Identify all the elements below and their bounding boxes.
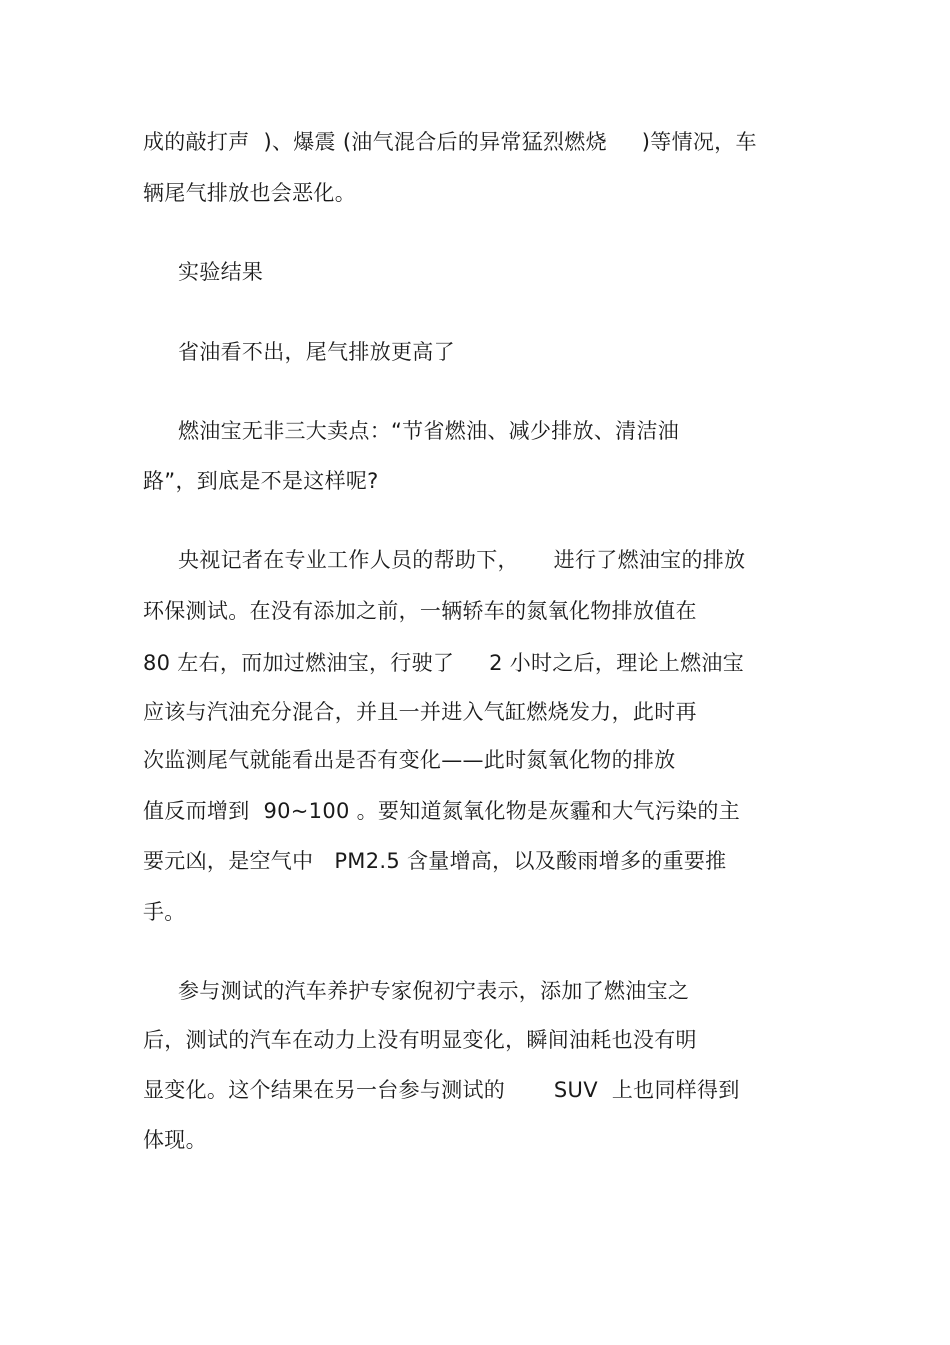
paragraph-0-line-1: 辆尾气排放也会恶化。 [143, 181, 356, 205]
paragraph-3-line-0: 燃油宝无非三大卖点：“节省燃油、减少排放、清洁油 [178, 419, 680, 443]
paragraph-4-line-7: 手。 [143, 900, 186, 924]
paragraph-4-line-1: 环保测试。在没有添加之前，一辆轿车的氮氧化物排放值在 [143, 599, 697, 623]
paragraph-4-line-3: 应该与汽油充分混合，并且一并进入气缸燃烧发力，此时再 [143, 700, 697, 724]
paragraph-5-line-1: 后，测试的汽车在动力上没有明显变化，瞬间油耗也没有明 [143, 1028, 697, 1052]
paragraph-4-line-5: 值反而增到 90~100 。要知道氮氧化物是灰霾和大气污染的主 [143, 799, 741, 823]
paragraph-4-line-6: 要元凶，是空气中 PM2.5 含量增高，以及酸雨增多的重要推 [143, 849, 727, 873]
section-heading: 实验结果 [178, 260, 264, 284]
paragraph-5-line-3: 体现。 [143, 1128, 207, 1152]
paragraph-5-line-2: 显变化。这个结果在另一台参与测试的 SUV 上也同样得到 [143, 1078, 740, 1102]
paragraph-4-line-4: 次监测尾气就能看出是否有变化——此时氮氧化物的排放 [143, 748, 676, 772]
paragraph-4-line-2: 80 左右，而加过燃油宝，行驶了 2 小时之后，理论上燃油宝 [143, 651, 745, 675]
paragraph-5-line-0: 参与测试的汽车养护专家倪初宁表示，添加了燃油宝之 [178, 979, 690, 1003]
subheading: 省油看不出，尾气排放更高了 [178, 340, 455, 364]
paragraph-3-line-1: 路”，到底是不是这样呢? [143, 469, 379, 493]
paragraph-0-line-0: 成的敲打声 )、爆震 (油气混合后的异常猛烈燃烧 )等情况，车 [143, 130, 757, 154]
paragraph-4-line-0: 央视记者在专业工作人员的帮助下， 进行了燃油宝的排放 [178, 548, 746, 572]
